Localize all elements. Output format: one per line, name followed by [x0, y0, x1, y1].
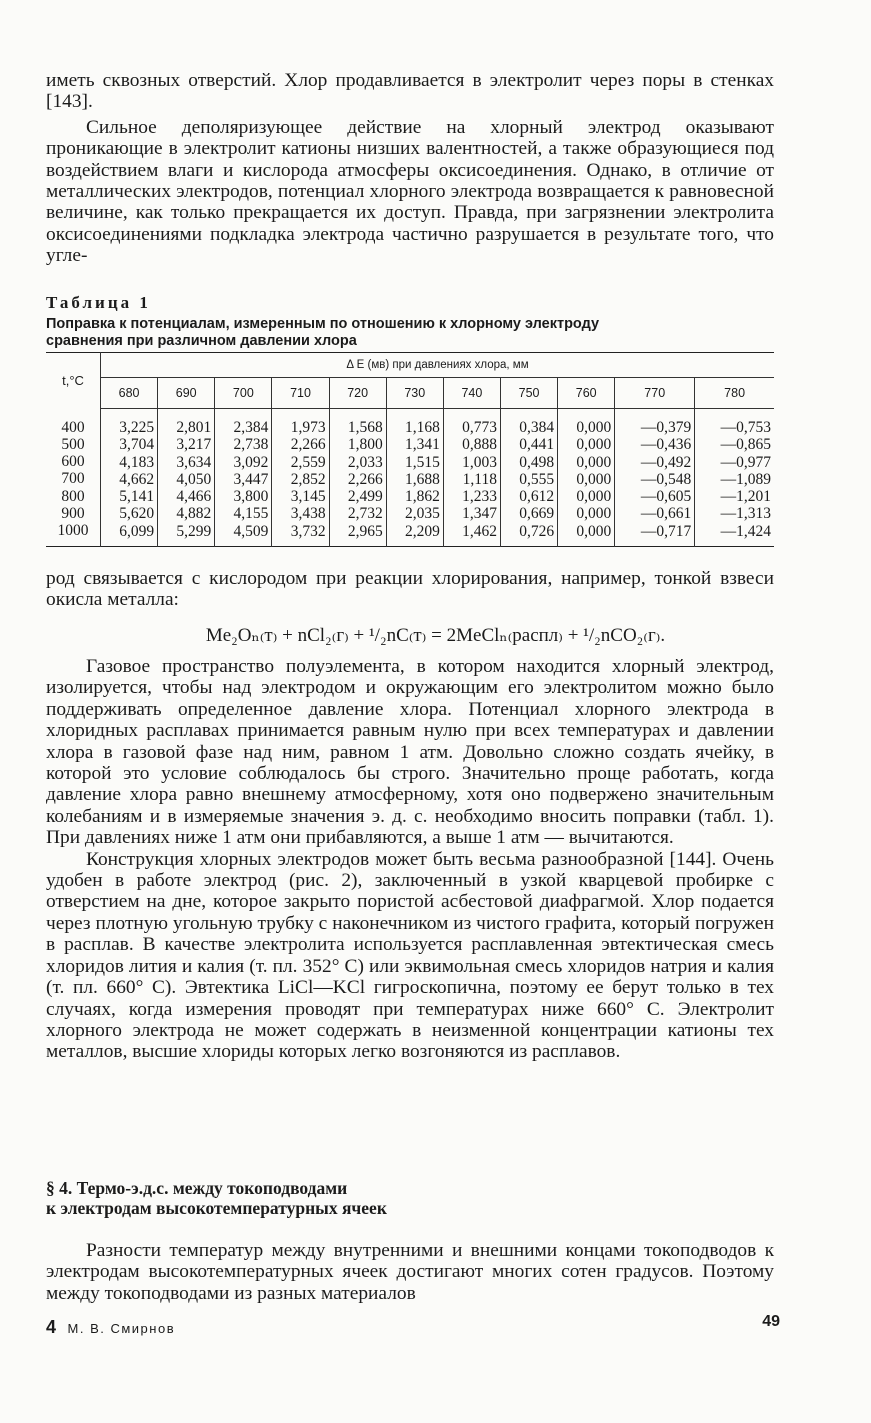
table-cell: 0,612 — [519, 488, 555, 506]
table-cell: 3,704 — [119, 436, 155, 454]
table-cell: 2,738 — [233, 436, 269, 454]
pressure-header-cell: 700 — [215, 378, 272, 409]
table-cell: —1,089 — [720, 470, 771, 488]
temperature-value: 500 — [61, 435, 85, 453]
table-cell: 0,384 — [519, 419, 555, 436]
table-cell: 3,634 — [176, 453, 212, 471]
section-heading-line2: к электродам высокотемпературных ячеек — [46, 1198, 387, 1218]
table-cell: —1,201 — [720, 488, 771, 506]
value-column — [215, 409, 272, 547]
table-cell: 0,000 — [576, 436, 612, 454]
table-cell: 0,726 — [519, 522, 555, 540]
table-cell: —0,977 — [720, 453, 771, 471]
table-cell: 1,568 — [347, 419, 383, 436]
temperature-value: 800 — [61, 487, 85, 505]
correction-table — [46, 352, 774, 547]
pressure-header-row — [46, 378, 774, 409]
table-cell: —0,492 — [640, 453, 692, 471]
table-cell: 0,000 — [576, 453, 612, 471]
table-cell: 0,441 — [519, 436, 555, 454]
table-cell: —1,424 — [720, 522, 771, 540]
reaction-formula: Me₂Oₙ₍т₎ + nCl₂₍г₎ + ¹/₂nC₍т₎ = 2MeClₙ₍распл₎ + ¹/₂nCO₂₍г₎. — [205, 625, 666, 646]
table-cell: 0,000 — [576, 505, 612, 523]
table-cell: —0,865 — [720, 436, 771, 454]
pressure-header-cell: 760 — [558, 378, 615, 409]
text-block-mid — [46, 568, 774, 611]
table-cell: 3,800 — [233, 488, 269, 506]
table-cell: 1,688 — [404, 470, 440, 488]
temperature-header: t,°C — [46, 353, 101, 409]
table-cell: 6,099 — [119, 522, 155, 540]
table-cell: —1,313 — [720, 505, 771, 523]
paragraph-4: Газовое пространство полуэлемента, в котором находится хлорный электрод, изолируется, чтобы над электродом и окружающим его электролитом можно было поддерживать определенное давление хлора. Потенциал хлорного электрода в хлоридных расплавах принимается равным нулю при всех температурах и давлении хлора в газовой фазе над ним, равном 1 атм. Довольно сложно создать ячейку, в которой это условие соблюдалось бы строго. Значительно проще работать, когда давление хлора равно внешнему атмосферному, хотя оно подвержено значительным колебаниям и в измеряемые значения э. д. с. необходимо вносить поправки (табл. 1). При давлениях ниже 1 атм они прибавляются, а выше 1 атм — вычитаются. — [46, 656, 774, 849]
value-column — [615, 409, 695, 547]
table-cell: 0,669 — [519, 505, 555, 523]
text-block-bottom — [46, 1240, 774, 1304]
temperature-column — [46, 409, 101, 547]
table-cell: 0,773 — [462, 419, 497, 436]
value-column — [386, 409, 443, 547]
table-cell: 2,384 — [233, 419, 269, 436]
table-cell: 1,462 — [462, 522, 497, 540]
table-caption — [46, 293, 774, 350]
table-cell: 2,266 — [290, 436, 326, 454]
section-heading-line1: § 4. Термо-э.д.с. между токоподводами — [46, 1178, 348, 1198]
temperature-value: 400 — [61, 418, 85, 436]
table-title-line1: Поправка к потенциалам, измеренным по отношению к хлорному электроду — [46, 316, 600, 332]
paragraph-5: Конструкция хлорных электродов может быть весьма разнообразной [144]. Очень удобен в работе электрод (рис. 2), заключенный в узкой кварцевой пробирке с отверстием на дне, которое закрыто пористой асбестовой диафрагмой. Хлор подается через плотную угольную трубку с наконечником из чистого графита, который погружен в расплав. В качестве электролита используется расплавленная эвтектическая смесь хлоридов лития и калия (т. пл. 352° С) или эквимольная смесь хлоридов натрия и калия (т. пл. 660° С). Эвтектика LiCl—KCl гигроскопична, поэтому ее берут только в тех случаях, когда измерения проводят при температурах ниже 660° С. Электролит хлорного электрода не может содержать в неизменной концентрации катионы тех металлов, высшие хлориды которых легко возгоняются из расплавов. — [46, 848, 774, 1063]
value-column — [558, 409, 615, 547]
table-cell: 2,033 — [347, 453, 383, 471]
table-cell: —0,605 — [640, 488, 692, 506]
table-cell: 0,000 — [576, 419, 612, 436]
table-cell: 0,888 — [462, 436, 497, 454]
pressure-header-cell: 720 — [329, 378, 386, 409]
table-cell: 2,266 — [347, 470, 383, 488]
paragraph-2: Сильное деполяризующее действие на хлорный электрод оказывают проникающие в электролит катионы низших валентностей, а также образующиеся под воздействием влаги и кислорода атмосферы оксисоединения. Однако, в отличие от металлических электродов, потенциал хлорного электрода возвращается к равновесной величине, как только прекращается их доступ. Правда, при загрязнении электролита оксисоединениями подкладка электрода частично разрушается в результате того, что угле- — [46, 116, 774, 267]
table-cell: 1,862 — [404, 488, 440, 506]
pressure-header-cell: 710 — [272, 378, 329, 409]
signature-name: М. В. Смирнов — [67, 1321, 176, 1336]
table-cell: 1,347 — [462, 505, 497, 523]
value-column — [500, 409, 557, 547]
table-cell: 2,209 — [404, 522, 440, 540]
table-title-line2: сравнения при различном давлении хлора — [46, 333, 357, 349]
signature-number: 4 — [46, 1317, 58, 1337]
table-cell: —0,548 — [640, 470, 692, 488]
table-cell: 3,225 — [119, 419, 155, 436]
paragraph-6: Разности температур между внутренними и внешними концами токоподводов к электродам высокотемпературных ячеек достигают многих сотен градусов. Поэтому между токоподводами из разных материалов — [46, 1240, 774, 1304]
table-cell: 5,141 — [119, 488, 155, 506]
table-cell: 4,509 — [233, 522, 269, 540]
pressure-header-cell: 780 — [695, 378, 774, 409]
text-block-main — [46, 656, 774, 1063]
table-cell: 1,973 — [290, 419, 326, 436]
temperature-value: 1000 — [57, 522, 89, 540]
pressure-header-cell: 740 — [443, 378, 500, 409]
table-cell: 3,732 — [290, 522, 326, 540]
table-cell: 4,662 — [119, 470, 155, 488]
value-column — [329, 409, 386, 547]
temperature-value: 900 — [61, 504, 85, 522]
section-heading — [46, 1178, 387, 1218]
table-cell: 2,852 — [290, 470, 326, 488]
page-number: 49 — [762, 1313, 780, 1330]
pressure-header-cell: 750 — [500, 378, 557, 409]
table-cell: 4,155 — [233, 505, 269, 523]
table-cell: 1,800 — [347, 436, 383, 454]
table-cell: 5,620 — [119, 505, 155, 523]
text-block-top — [46, 70, 774, 267]
table-cell: 1,515 — [404, 453, 440, 471]
table-cell: 3,092 — [233, 453, 269, 471]
table-cell: 0,498 — [519, 453, 555, 471]
table-cell: —0,661 — [640, 505, 692, 523]
paragraph-1: иметь сквозных отверстий. Хлор продавливается в электролит через поры в стенках [143]. — [46, 70, 774, 113]
table-body-row — [46, 409, 774, 547]
table-cell: 2,801 — [176, 419, 212, 436]
table-cell: 4,466 — [176, 488, 212, 506]
value-column — [443, 409, 500, 547]
pressure-header-cell: 770 — [615, 378, 695, 409]
table-cell: 1,168 — [404, 419, 440, 436]
printer-signature — [46, 1317, 175, 1338]
pressure-header-cell: 730 — [386, 378, 443, 409]
table-cell: 0,000 — [576, 470, 612, 488]
table-cell: —0,717 — [640, 522, 692, 540]
paragraph-3: род связывается с кислородом при реакции хлорирования, например, тонкой взвеси окисла металла: — [46, 568, 774, 611]
table-cell: —0,753 — [720, 419, 771, 436]
table-cell: 0,000 — [576, 488, 612, 506]
temperature-value: 600 — [61, 453, 85, 471]
table-cell: 0,000 — [576, 522, 612, 540]
temperature-value: 700 — [61, 470, 85, 488]
table-cell: 0,555 — [519, 470, 555, 488]
table-cell: —0,436 — [640, 436, 692, 454]
table-cell: 1,118 — [462, 470, 497, 488]
table-cell: 3,145 — [290, 488, 326, 506]
table-cell: 1,003 — [462, 453, 497, 471]
pressure-header-cell: 690 — [158, 378, 215, 409]
table-cell: 2,559 — [290, 453, 326, 471]
pressure-header-cell: 680 — [101, 378, 158, 409]
value-column — [695, 409, 774, 547]
value-column — [101, 409, 158, 547]
table-cell: 2,732 — [347, 505, 383, 523]
table-cell: 1,233 — [462, 488, 497, 506]
pressure-span-header: Δ E (мв) при давлениях хлора, мм — [101, 353, 775, 378]
table-cell: 2,499 — [347, 488, 383, 506]
value-column — [272, 409, 329, 547]
table-cell: 4,050 — [176, 470, 212, 488]
table-cell: 3,438 — [290, 505, 326, 523]
table-cell: 4,882 — [176, 505, 212, 523]
table-cell: 3,217 — [176, 436, 212, 454]
table-cell: 4,183 — [119, 453, 155, 471]
table-label: Таблица 1 — [46, 293, 151, 312]
table-cell: 3,447 — [233, 470, 269, 488]
table-cell: —0,379 — [640, 419, 692, 436]
value-column — [158, 409, 215, 547]
table-cell: 5,299 — [176, 522, 212, 540]
table-cell: 2,035 — [404, 505, 440, 523]
table-cell: 1,341 — [404, 436, 440, 454]
table-cell: 2,965 — [347, 522, 383, 540]
